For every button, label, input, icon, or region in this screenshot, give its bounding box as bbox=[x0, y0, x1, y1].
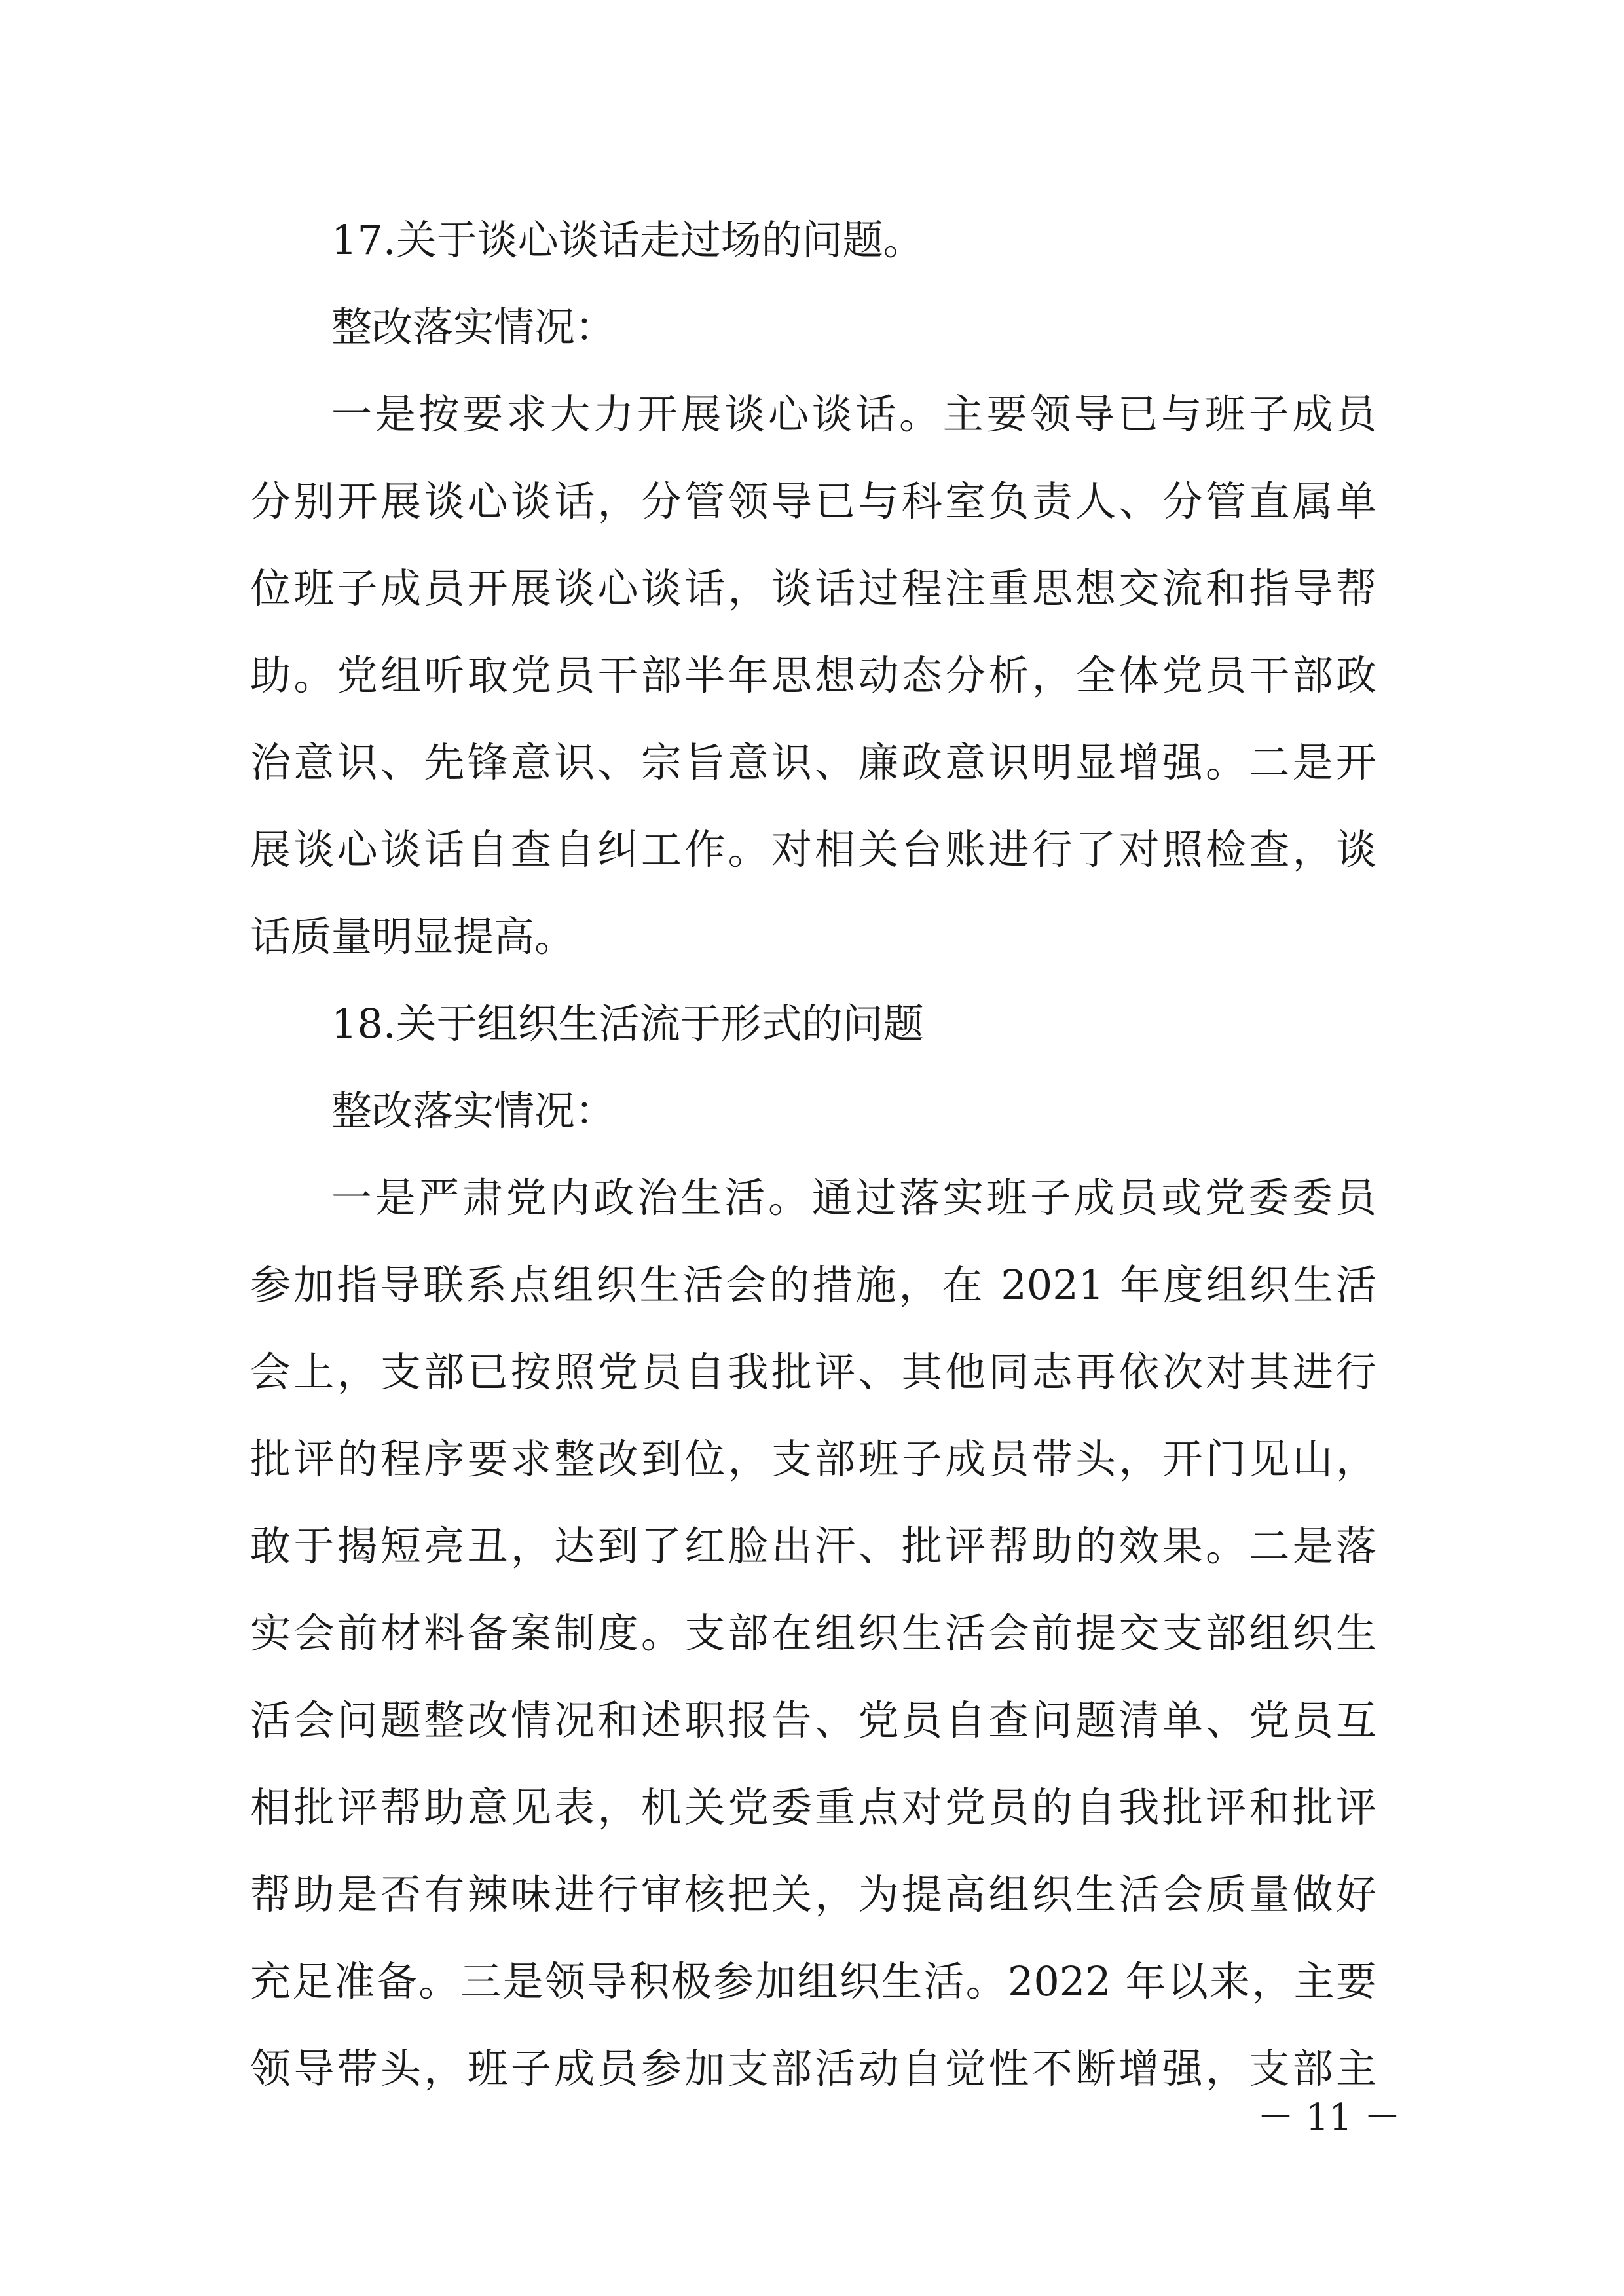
section-18-paragraph-line: 充足准备。三是领导积极参加组织生活。2022 年以来，主要 bbox=[250, 1958, 1376, 2005]
section-17-paragraph-line: 位班子成员开展谈心谈话，谈话过程注重思想交流和指导帮 bbox=[250, 564, 1376, 612]
document-body bbox=[250, 196, 1376, 2112]
section-18-paragraph-line: 参加指导联系点组织生活会的措施，在 2021 年度组织生活 bbox=[250, 1261, 1376, 1309]
section-17-paragraph-line: 治意识、先锋意识、宗旨意识、廉政意识明显增强。二是开 bbox=[250, 738, 1376, 786]
section-18-paragraph-line: 会上，支部已按照党员自我批评、其他同志再依次对其进行 bbox=[250, 1348, 1376, 1396]
section-18-paragraph-line: 实会前材料备案制度。支部在组织生活会前提交支部组织生 bbox=[250, 1609, 1376, 1657]
section-18-heading: 18.关于组织生活流于形式的问题 bbox=[331, 1000, 924, 1048]
section-17-paragraph-line: 助。党组听取党员干部半年思想动态分析，全体党员干部政 bbox=[250, 651, 1376, 699]
section-18-paragraph-line: 一是严肃党内政治生活。通过落实班子成员或党委委员 bbox=[331, 1174, 1376, 1222]
section-17-paragraph-line: 一是按要求大力开展谈心谈话。主要领导已与班子成员 bbox=[331, 390, 1376, 438]
section-17-paragraph-line: 展谈心谈话自查自纠工作。对相关台账进行了对照检查，谈 bbox=[250, 826, 1376, 873]
section-18-paragraph-line: 帮助是否有辣味进行审核把关，为提高组织生活会质量做好 bbox=[250, 1870, 1376, 1918]
section-18-paragraph-line: 活会问题整改情况和述职报告、党员自查问题清单、党员互 bbox=[250, 1696, 1376, 1744]
section-18-paragraph-line: 相批评帮助意见表，机关党委重点对党员的自我批评和批评 bbox=[250, 1783, 1376, 1831]
section-18-status-label: 整改落实情况： bbox=[331, 1087, 616, 1135]
section-17-paragraph-line: 话质量明显提高。 bbox=[250, 913, 576, 960]
page-number: － 11 － bbox=[1257, 2096, 1401, 2139]
section-18-paragraph-line: 领导带头，班子成员参加支部活动自觉性不断增强，支部主 bbox=[250, 2045, 1376, 2092]
section-18-paragraph-line: 敢于揭短亮丑，达到了红脸出汗、批评帮助的效果。二是落 bbox=[250, 1522, 1376, 1570]
section-17-heading: 17.关于谈心谈话走过场的问题。 bbox=[331, 216, 924, 264]
section-17-status-label: 整改落实情况： bbox=[331, 303, 616, 351]
section-18-paragraph-line: 批评的程序要求整改到位，支部班子成员带头，开门见山， bbox=[250, 1435, 1376, 1483]
section-17-paragraph-line: 分别开展谈心谈话，分管领导已与科室负责人、分管直属单 bbox=[250, 477, 1376, 525]
